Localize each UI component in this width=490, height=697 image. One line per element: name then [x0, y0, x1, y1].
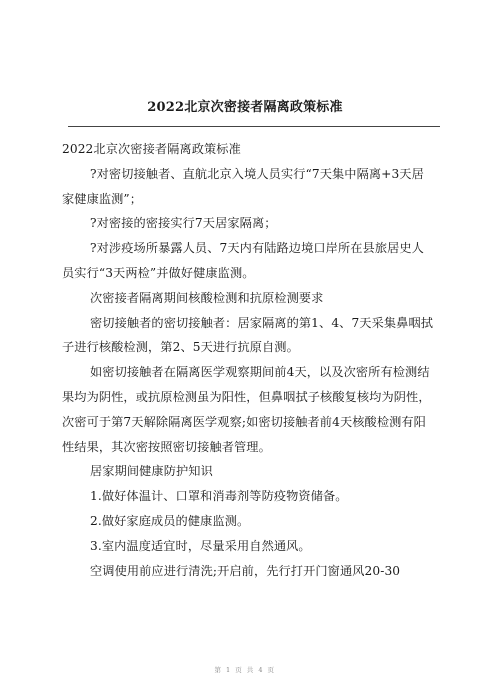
paragraph-release-conditions: 如密切接触者在隔离医学观察期间前4天，以及次密所有检测结果均为阴性，或抗原检测虽为阳性，但鼻咽拭子核酸复核均为阴性，次密可于第7天解除隔离医学观察;如密切接触者前4天核酸检测有阳性结果，其次密按照密切接触者管理。 — [62, 365, 431, 454]
list-item-monitoring: 2.做好家庭成员的健康监测。 — [90, 513, 250, 528]
paragraph-testing-schedule: 密切接触者的密切接触者：居家隔离的第1、4、7天采集鼻咽拭子进行核酸检测，第2、5天进行抗原自测。 — [62, 315, 434, 355]
paragraph-heading: 2022北京次密接者隔离政策标准 — [62, 142, 241, 156]
paragraph-close-contacts-policy: ?对密切接触者、直航北京入境人员实行“7天集中隔离+3天居家健康监测”； — [62, 166, 424, 206]
section-heading-testing: 次密接者隔离期间核酸检测和抗原检测要求 — [90, 290, 324, 305]
document-body — [62, 137, 434, 583]
document-title: 2022北京次密接者隔离政策标准 — [147, 100, 343, 115]
paragraph-exposed-persons-policy: ?对涉疫场所暴露人员、7天内有陆路边境口岸所在县旅居史人员实行“3天两检”并做好健康监测。 — [62, 241, 424, 280]
title-divider — [68, 126, 440, 127]
section-heading-home-protection: 居家期间健康防护知识 — [90, 464, 213, 479]
paragraph-secondary-contacts-policy: ?对密接的密接实行7天居家隔离； — [90, 216, 277, 231]
list-item-supplies: 1.做好体温计、口罩和消毒剂等防疫物资储备。 — [90, 489, 348, 504]
page-footer: 第 1 页 共 4 页 — [214, 666, 276, 674]
paragraph-air-conditioning: 空调使用前应进行清洗;开启前，先行打开门窗通风20-30 — [90, 563, 401, 578]
list-item-ventilation: 3.室内温度适宜时，尽量采用自然通风。 — [90, 538, 311, 553]
